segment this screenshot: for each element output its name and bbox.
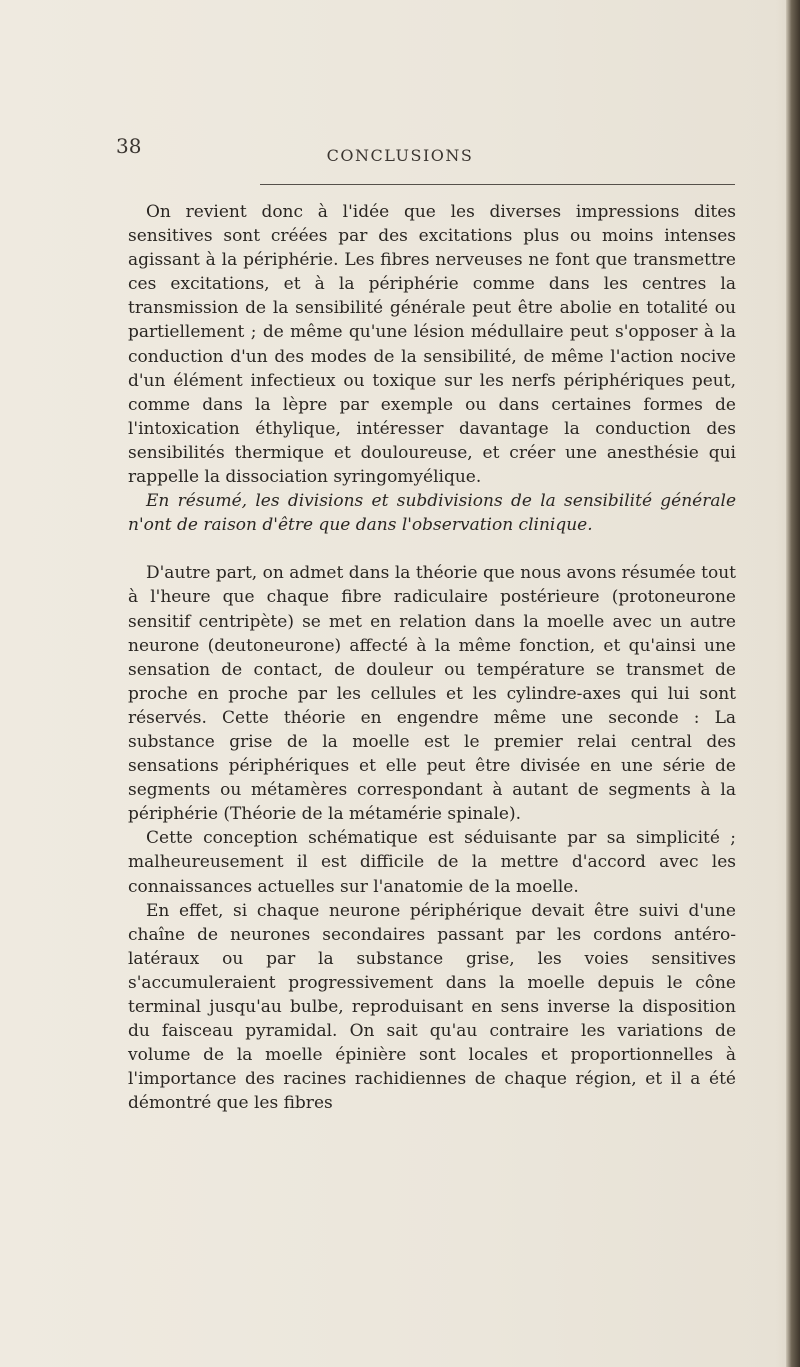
header-rule <box>260 184 735 185</box>
running-head: CONCLUSIONS <box>326 146 474 165</box>
paragraph-1: On revient donc à l'idée que les diverses impressions dites sensitives sont créées par des excitations plus ou moins intenses agissant à la périphérie. Les fibres nerveuses ne font que transmettre ces excitations, et à la périphérie comme dans les centres la transmission de la sensibilité générale peut être abolie en totalité ou partiellement ; de même qu'une lésion médullaire peut s'opposer à la conduction d'un des modes de la sensibilité, de même l'action nocive d'un élément infectieux ou toxique sur les nerfs périphériques peut, comme dans la lèpre par exemple ou dans certaines formes de l'intoxication éthylique, intéresser davantage la conduction des sensibilités thermique et douloureuse, et créer une anesthésie qui rappelle la dissociation syringomyélique. <box>128 202 736 488</box>
paragraph-4: Cette conception schématique est séduisante par sa simplicité ; malheureusement il est difficile de la mettre d'accord avec les connaissances actuelles sur l'anatomie de la moelle. <box>128 828 736 897</box>
paragraph-2-summary: En résumé, les divisions et subdivisions de la sensibilité générale n'ont de raison d'être que dans l'observation clinique. <box>128 491 736 536</box>
paragraph-5: En effet, si chaque neurone périphérique devait être suivi d'une chaîne de neurones secondaires passant par les cordons antéro-latéraux ou par la substance grise, les voies sensitives s'accumuleraient progressivement dans la moelle depuis le cône terminal jusqu'au bulbe, reproduisant en sens inverse la disposition du faisceau pyramidal. On sait qu'au contraire les variations de volume de la moelle épinière sont locales et proportionnelles à l'importance des racines rachidiennes de chaque région, et il a été démontré que les fibres <box>128 900 736 1114</box>
body-text <box>128 200 736 1115</box>
paragraph-3: D'autre part, on admet dans la théorie que nous avons résumée tout à l'heure que chaque fibre radiculaire postérieure (protoneurone sensitif centripète) se met en relation dans la moelle avec un autre neurone (deutoneurone) affecté à la même fonction, et qu'ainsi une sensation de contact, de douleur ou température se transmet de proche en proche par les cellules et les cylindre-axes qui lui sont réservés. Cette théorie en engendre même une seconde : La substance grise de la moelle est le premier relai central des sensations périphériques et elle peut être divisée en une série de segments ou métamères correspondant à autant de segments à la périphérie (Théorie de la métamérie spinale). <box>128 563 736 825</box>
page-edge-shadow <box>786 0 800 1367</box>
page-number: 38 <box>116 134 142 158</box>
